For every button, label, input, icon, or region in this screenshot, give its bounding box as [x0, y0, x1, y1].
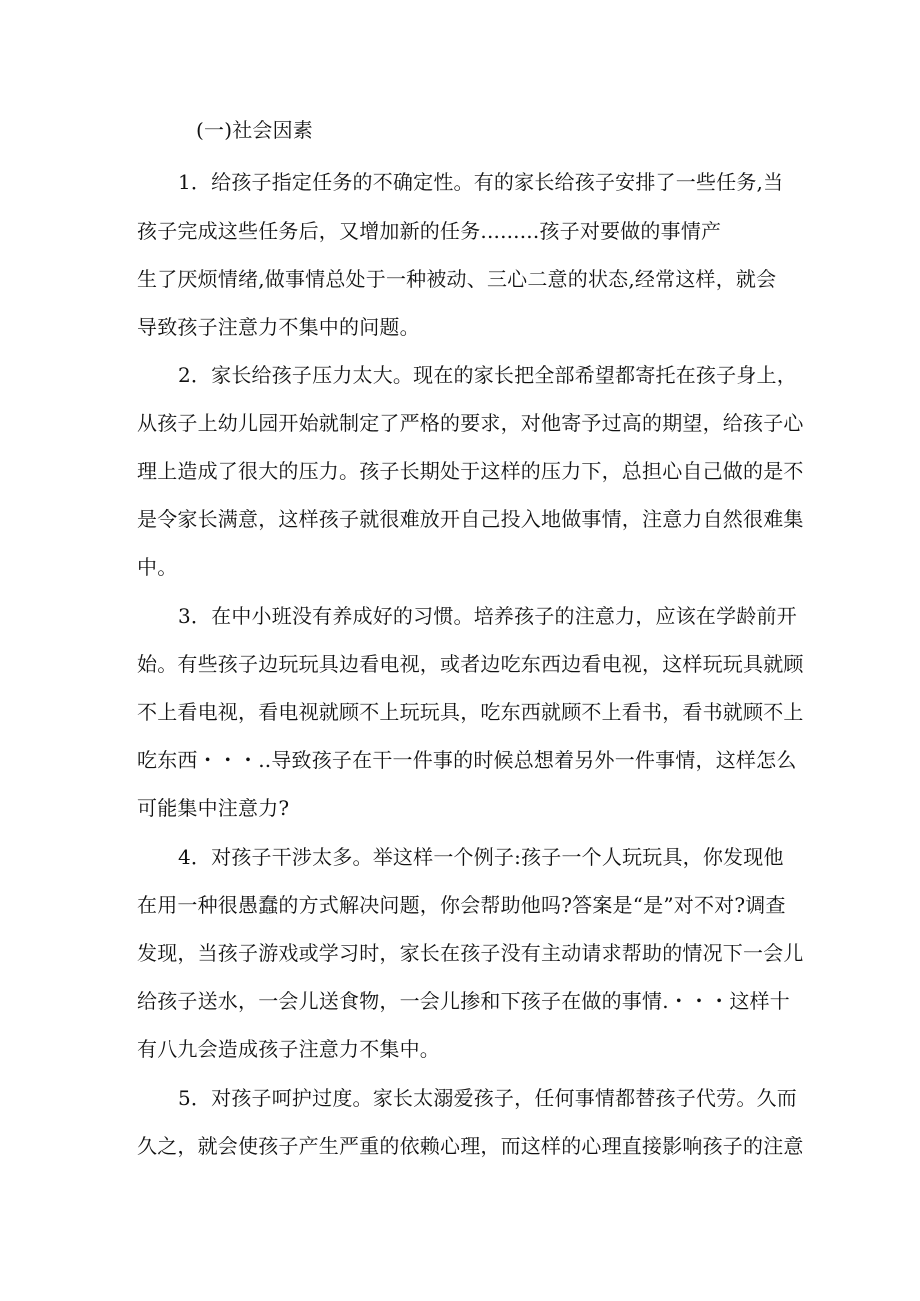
- paragraph-line: 给孩子送水，一会儿送食物，一会儿掺和下孩子在做的事情.・・・这样十: [137, 989, 790, 1013]
- paragraph-line: 从孩子上幼儿园开始就制定了严格的要求，对他寄予过高的期望，给孩子心: [137, 411, 804, 435]
- section-heading: (一)社会因素: [196, 118, 314, 142]
- paragraph-line: 孩子完成这些任务后，又增加新的任务.........孩子对要做的事情产: [137, 219, 722, 243]
- paragraph-line: 吃东西・・・..导致孩子在干一件事的时候总想着另外一件事情，这样怎么: [137, 748, 797, 772]
- paragraph-line: 不上看电视，看电视就顾不上玩玩具，吃东西就顾不上看书，看书就顾不上: [137, 700, 804, 724]
- paragraph-line: 理上造成了很大的压力。孩子长期处于这样的压力下，总担心自己做的是不: [137, 459, 804, 483]
- paragraph-line: 可能集中注意力?: [137, 796, 290, 820]
- paragraph-line: 在用一种很愚蠢的方式解决问题，你会帮助他吗?答案是“是”对不对?调查: [137, 893, 786, 917]
- paragraph-line: 5．对孩子呵护过度。家长太溺爱孩子，任何事情都替孩子代劳。久而: [178, 1086, 797, 1110]
- paragraph-line: 久之，就会使孩子产生严重的依赖心理，而这样的心理直接影响孩子的注意: [137, 1134, 804, 1158]
- paragraph-line: 是令家长满意，这样孩子就很难放开自己投入地做事情，注意力自然很难集: [137, 507, 804, 531]
- paragraph-line: 3．在中小班没有养成好的习惯。培养孩子的注意力，应该在学龄前开: [178, 604, 797, 628]
- paragraph-line: 始。有些孩子边玩玩具边看电视，或者边吃东西边看电视，这样玩玩具就顾: [137, 652, 804, 676]
- paragraph-line: 有八九会造成孩子注意力不集中。: [137, 1037, 440, 1061]
- paragraph-line: 导致孩子注意力不集中的问题。: [137, 315, 420, 339]
- paragraph-line: 4．对孩子干涉太多。举这样一个例子:孩子一个人玩玩具，你发现他: [178, 845, 784, 869]
- paragraph-line: 发现，当孩子游戏或学习时，家长在孩子没有主动请求帮助的情况下一会儿: [137, 941, 804, 965]
- paragraph-line: 中。: [137, 555, 178, 579]
- paragraph-line: 生了厌烦情绪,做事情总处于一种被动、三心二意的状态,经常这样，就会: [137, 267, 777, 291]
- paragraph-line: 2．家长给孩子压力太大。现在的家长把全部希望都寄托在孩子身上，: [178, 363, 797, 387]
- paragraph-line: 1．给孩子指定任务的不确定性。有的家长给孩子安排了一些任务,当: [178, 170, 784, 194]
